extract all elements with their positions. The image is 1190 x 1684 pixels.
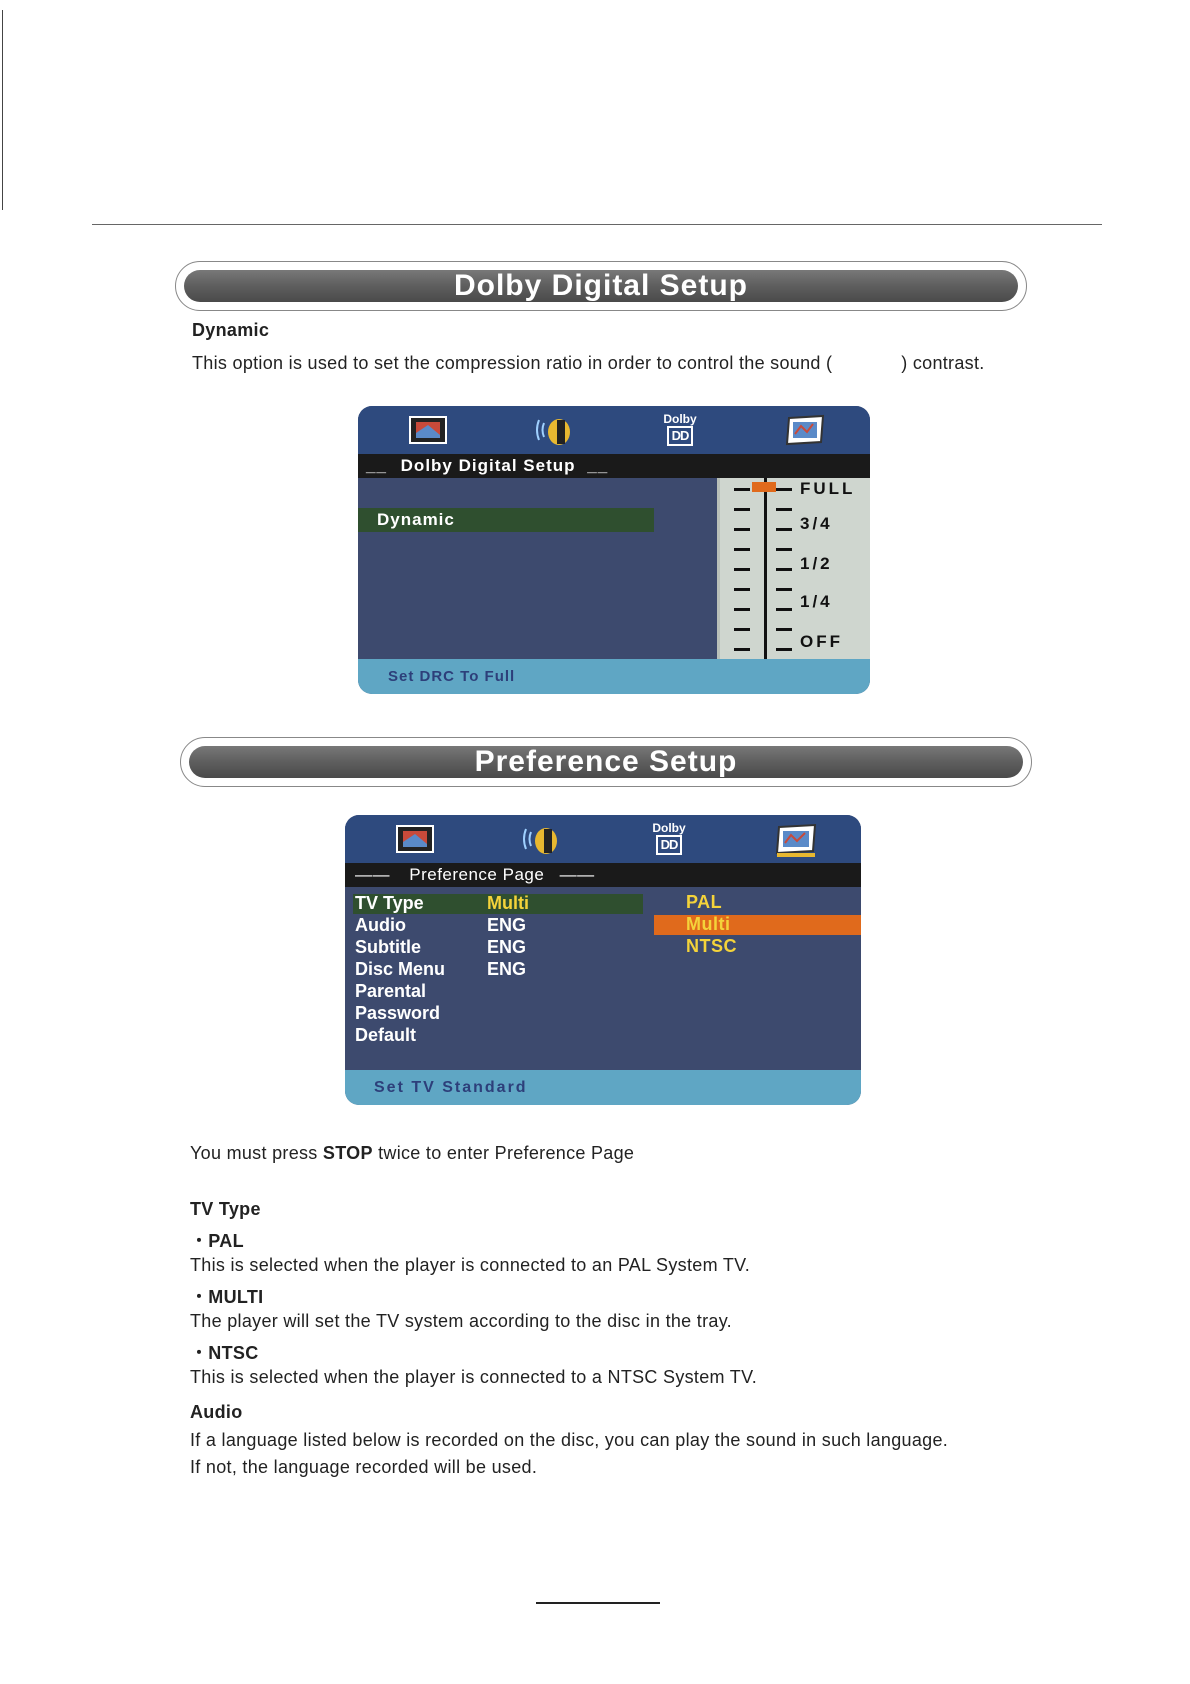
speaker-icon (520, 823, 564, 857)
option-ntsc[interactable]: NTSC (686, 936, 737, 956)
header-dashes-right: —— (559, 865, 595, 884)
dolby-banner (175, 261, 1027, 311)
dolby-icon-label: Dolby (663, 412, 697, 426)
audio-description-2: If not, the language recorded will be used. (190, 1457, 538, 1477)
osd-status-text: Set TV Standard (374, 1079, 528, 1096)
pal-bullet: ・PAL (190, 1231, 244, 1251)
slider-thumb[interactable] (752, 482, 776, 492)
dynamic-description: This option is used to set the compression ratio in order to control the sound ( ) contrast. (192, 353, 985, 373)
multi-bullet: ・MULTI (190, 1287, 264, 1307)
menu-value-disc-menu: ENG (487, 959, 527, 979)
tv-type-heading: TV Type (190, 1199, 261, 1219)
osd-header (345, 863, 861, 887)
level-three-quarters: 3/4 (800, 514, 833, 533)
preference-banner-title: Preference Setup (474, 745, 738, 778)
header-rule (92, 224, 1102, 225)
menu-item-password[interactable]: Password (355, 1003, 441, 1023)
ntsc-bullet: ・NTSC (190, 1343, 259, 1363)
menu-item-parental[interactable]: Parental (355, 981, 427, 1001)
header-dashes-left: —— (355, 865, 390, 884)
tv-icon (395, 822, 435, 856)
level-half: 1/2 (800, 554, 833, 573)
dolby-icon-logo: DD (656, 835, 683, 855)
dynamic-menu-item[interactable] (358, 508, 654, 532)
osd-header-title: Dolby Digital Setup (400, 456, 576, 475)
stop-instruction-pre: You must press (190, 1143, 323, 1163)
menu-value-subtitle: ENG (487, 937, 527, 957)
header-dashes-left: __ (366, 456, 387, 475)
ntsc-description: This is selected when the player is connected to a NTSC System TV. (190, 1367, 758, 1387)
drc-level-slider[interactable] (717, 478, 870, 662)
level-off: OFF (800, 632, 843, 651)
option-pal[interactable]: PAL (686, 892, 723, 912)
dynamic-heading: Dynamic (192, 320, 270, 340)
menu-value-tv-type: Multi (487, 893, 529, 913)
menu-item-default[interactable]: Default (355, 1025, 417, 1045)
stop-instruction (190, 1143, 634, 1164)
tv-icon (408, 413, 448, 447)
osd-header-title: Preference Page (409, 865, 545, 884)
preference-osd-screen (345, 815, 861, 1105)
level-full: FULL (800, 479, 856, 498)
osd-icon-bar (358, 406, 870, 456)
speaker-icon (533, 414, 577, 448)
dolby-icon (647, 821, 691, 855)
preference-icon (783, 412, 827, 448)
audio-heading: Audio (190, 1402, 243, 1422)
slider-track (764, 478, 767, 662)
dolby-icon (658, 412, 702, 446)
menu-item-tv-type[interactable]: TV Type (355, 893, 424, 913)
level-quarter: 1/4 (800, 592, 833, 611)
preference-icon (773, 821, 819, 859)
menu-item-disc-menu[interactable]: Disc Menu (355, 959, 446, 979)
menu-item-subtitle[interactable]: Subtitle (355, 937, 421, 957)
header-dashes-right: __ (587, 456, 609, 475)
osd-header (358, 454, 870, 478)
osd-icon-bar (345, 815, 861, 865)
osd-status-text: Set DRC To Full (388, 668, 516, 685)
menu-value-audio: ENG (487, 915, 527, 935)
pal-description: This is selected when the player is connected to an PAL System TV. (190, 1255, 751, 1275)
osd-status-bar (358, 659, 870, 694)
dynamic-menu-label: Dynamic (377, 510, 455, 529)
stop-instruction-post: twice to enter Preference Page (372, 1143, 635, 1163)
osd-status-bar (345, 1070, 861, 1105)
stop-key: STOP (322, 1143, 373, 1163)
page-number-line (536, 1602, 660, 1604)
menu-item-audio[interactable]: Audio (355, 915, 406, 935)
multi-description: The player will set the TV system according to the disc in the tray. (190, 1311, 732, 1331)
left-margin-line (2, 10, 3, 210)
dolby-osd-screen (358, 406, 870, 694)
preference-banner (180, 737, 1032, 787)
audio-description-1: If a language listed below is recorded on the disc, you can play the sound in such language. (190, 1430, 949, 1450)
dolby-banner-title: Dolby Digital Setup (453, 269, 748, 302)
dolby-icon-logo: DD (667, 426, 694, 446)
dolby-icon-label: Dolby (652, 821, 686, 835)
option-multi[interactable]: Multi (686, 914, 731, 934)
